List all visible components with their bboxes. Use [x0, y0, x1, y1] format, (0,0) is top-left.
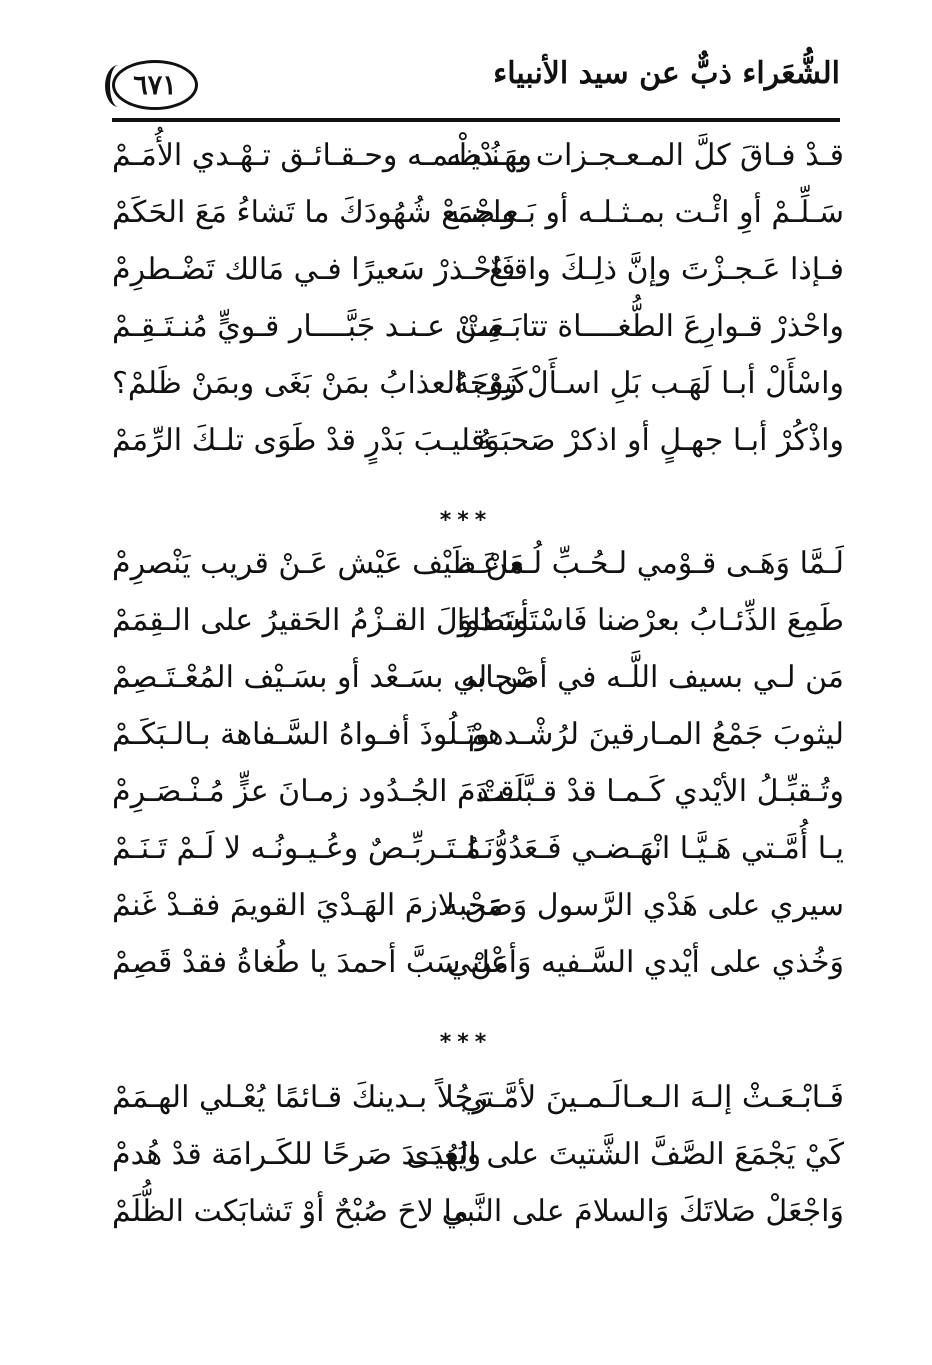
verse — [112, 937, 844, 994]
running-header-title: الشُّعَراء ذبٌّ عن سيد الأنبياء — [493, 56, 840, 91]
second-hemistich: فَاحْـذرْ سَعيرًا فـي مَالك تَضْـطرِمْ — [112, 252, 516, 287]
first-hemistich: فـإذا عَـجـزْتَ وإنَّ ذلِـكَ واقـعٌ — [488, 252, 844, 287]
second-hemistich: مُـتَـربِّـصٌ وعُـيـونُـه لا لَـمْ تَـنَـمْ — [112, 831, 481, 866]
verse — [112, 130, 844, 187]
verse — [112, 358, 844, 415]
second-hemistich: رَجُلاً بـدينكَ قـائمًا يُعْـلي الهـمَمْ — [112, 1080, 488, 1115]
verse — [112, 415, 844, 472]
stanza-3 — [112, 1072, 844, 1243]
verse — [112, 709, 844, 766]
first-hemistich: سَـلِّـمْ أوِ ائْـت بمـثـلـه أو بَـعـضـه — [444, 195, 844, 230]
verse — [112, 880, 844, 937]
first-hemistich: قـدْ فـاقَ كلَّ المـعـجـزات بهَـدْيـه — [446, 138, 844, 173]
second-hemistich: مَنْ سَبَّ أحمدَ يا طُغاةُ فقدْ قَصِمْ — [112, 945, 509, 980]
first-hemistich: وَاجْعَلْ صَلاتَكَ وَالسلامَ على النَّبي — [441, 1194, 844, 1229]
page-number-oval — [112, 60, 198, 110]
second-hemistich: واجْمَعْ شُهُودَكَ ما تَشاءُ مَعَ الحَكَمْ — [112, 195, 516, 230]
second-hemistich: منْ طَيْف عَيْش عَـنْ قريب يَنْصرِمْ — [112, 546, 525, 581]
verse — [112, 301, 844, 358]
second-hemistich: ما لاحَ صُبْحٌ أوْ تَشابَكت الظُّلَمْ — [112, 1194, 469, 1229]
second-hemistich: ويُعيــدَ صَرحًا للكَـرامَة قدْ هُدمْ — [112, 1137, 482, 1172]
first-hemistich: واحْذرْ قـوارِعَ الطُّغــــاة تتابَـعَتْ — [460, 309, 844, 344]
first-hemistich: ليثوبَ جَمْعُ المـارقينَ لرُشْـدهمْ — [467, 717, 844, 752]
second-hemistich: وتَطاوَلَ القـزْمُ الحَقيرُ على الـقِمَمْ — [112, 603, 529, 638]
second-hemistich: وتَـلُوذَ أفـواهُ السَّـفاهة بـالـبَكَـمْ — [112, 717, 490, 752]
first-hemistich: وَخُذي على أيْدي السَّـفيه وَأعْلني — [446, 945, 844, 980]
verse — [112, 595, 844, 652]
second-hemistich: وبـنُـظْـمـه وحـقـائـق تـهْـدي الأُمَـمْ — [112, 138, 533, 173]
first-hemistich: يـا أُمَّـتي هَـيَّـا انْهَـضـي فَـعَدُوُّنَـا — [467, 831, 844, 866]
first-hemistich: لَـمَّا وَهَـى قـوْمي لـحُـبِّ لُـعَاعَـة — [457, 546, 844, 581]
verse — [112, 538, 844, 595]
stanza-1 — [112, 130, 844, 472]
verse — [112, 766, 844, 823]
first-hemistich: فَـابْـعَـثْ إلـهَ الـعـالَـمـينَ لأمَّـتي — [460, 1080, 844, 1115]
first-hemistich: واسْأَلْ أبـا لَهَـب بَلِ اسـأَلْ زَوْجَهُ — [453, 366, 844, 401]
verse — [112, 1129, 844, 1186]
second-hemistich: قـدَمَ الجُـدُود زمـانَ عزٍّ مُـنْـصَـرِمْ — [112, 774, 515, 809]
first-hemistich: كَيْ يَجْمَعَ الصَّفَّ الشَّتيتَ على الهُدَى — [406, 1137, 844, 1172]
second-hemistich: مِـنْ عـنـد جَبَّــــار قـويٍّ مُنـتَـقِـمْ — [112, 309, 503, 344]
second-hemistich: وَقليـبَ بَدْرٍ قدْ طَوَى تلـكَ الرِّمَمْ — [112, 423, 500, 458]
first-hemistich: سيري على هَدْي الرَّسول وَصَحْبه — [442, 888, 844, 923]
verse — [112, 1072, 844, 1129]
verse — [112, 652, 844, 709]
second-hemistich: مَن لي بسَـعْد أو بسَـيْف المُعْـتَـصِمْ — [112, 660, 536, 695]
stanza-separator: *** — [439, 508, 493, 533]
second-hemistich: كَيفَ العذابُ بمَنْ بَغَى وبمَنْ ظَلمْ؟ — [112, 366, 528, 401]
first-hemistich: طَمِعَ الذِّئـابُ بعرْضنا فَاسْتَأسَدُوا — [456, 603, 844, 638]
stanza-2 — [112, 538, 844, 994]
verse — [112, 1186, 844, 1243]
first-hemistich: مَن لـي بسيف اللَّـه في أصْحابه — [460, 660, 844, 695]
verse — [112, 187, 844, 244]
page-number: ٦٧١ — [133, 69, 177, 101]
second-hemistich: مَن لازمَ الهَـدْيَ القويمَ فقـدْ غَنمْ — [112, 888, 504, 923]
stanza-separator: *** — [439, 1030, 493, 1055]
first-hemistich: واذْكُرْ أبـا جهـلٍ أو اذكرْ صَحبَـهُ — [476, 423, 844, 458]
verse — [112, 244, 844, 301]
first-hemistich: وتُـقبِّـلُ الأيْدي كَـمـا قدْ قـبَّلَـتْ — [476, 774, 844, 809]
verse — [112, 823, 844, 880]
header-rule — [112, 118, 840, 122]
